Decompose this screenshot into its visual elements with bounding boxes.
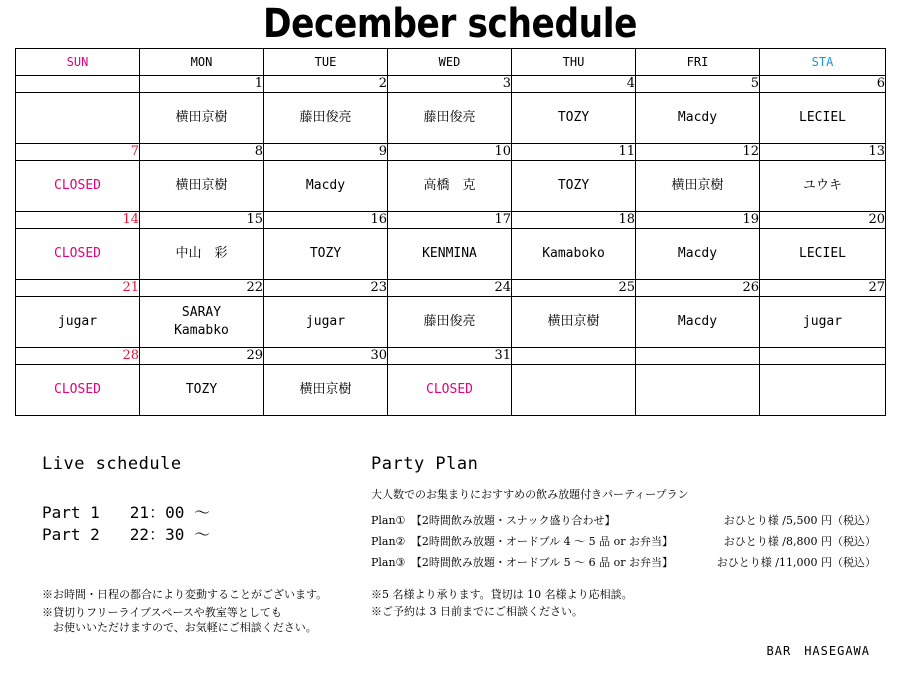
- day-cell: [636, 161, 760, 212]
- date-number: 17: [388, 212, 512, 229]
- act-row: [16, 161, 886, 212]
- act-row: [16, 93, 886, 144]
- plan-name: Plan③ 【2時間飲み放題・オードブル 5 ～ 6 品 or お弁当】: [371, 556, 674, 569]
- performer-name: 横田京樹: [671, 178, 724, 193]
- weekday-thu: THU: [512, 49, 636, 76]
- performer-name: LECIEL: [799, 246, 846, 261]
- day-cell: [388, 297, 512, 348]
- day-cell: [512, 229, 636, 280]
- performer-name: 高橋 克: [423, 178, 476, 193]
- party-note: ※5 名様より承ります。貸切は 10 名様より応相談。: [371, 588, 633, 601]
- day-cell: [760, 229, 886, 280]
- day-cell: [16, 161, 140, 212]
- date-number: 9: [264, 144, 388, 161]
- day-cell: [636, 365, 760, 416]
- day-cell: [16, 297, 140, 348]
- act-row: [16, 365, 886, 416]
- day-cell: [140, 297, 264, 348]
- part-label: Part 1: [42, 503, 100, 522]
- plan-name: Plan① 【2時間飲み放題・スナック盛り合わせ】: [371, 514, 616, 527]
- performer-name: Macdy: [305, 178, 346, 193]
- live-note: お使いいただけますので、お気軽にご相談ください。: [42, 621, 317, 634]
- day-cell: [264, 229, 388, 280]
- part-label: Part 2: [42, 525, 100, 544]
- date-number: 31: [388, 348, 512, 365]
- date-number: 1: [140, 76, 264, 93]
- day-cell: [16, 365, 140, 416]
- day-cell: [140, 161, 264, 212]
- day-cell: [264, 161, 388, 212]
- day-cell: [264, 365, 388, 416]
- calendar-table: [15, 48, 886, 416]
- plan-row: [371, 533, 876, 554]
- plan-name: Plan② 【2時間飲み放題・オードブル 4 ～ 5 品 or お弁当】: [371, 535, 674, 548]
- weekday-tue: TUE: [264, 49, 388, 76]
- weekday-fri: FRI: [636, 49, 760, 76]
- closed-label: CLOSED: [426, 382, 473, 397]
- date-row: [16, 76, 886, 93]
- closed-label: CLOSED: [54, 382, 101, 397]
- date-number: 3: [388, 76, 512, 93]
- date-number: 22: [140, 280, 264, 297]
- date-number: 15: [140, 212, 264, 229]
- performer-name: ユウキ: [802, 178, 842, 193]
- live-note: ※お時間・日程の都合により変動することがございます。: [42, 588, 328, 601]
- performer-name: 藤田俊亮: [299, 110, 352, 125]
- date-number: [16, 76, 140, 93]
- date-number: 10: [388, 144, 512, 161]
- performer-name: Macdy: [677, 246, 718, 261]
- date-row: [16, 144, 886, 161]
- date-number: 26: [636, 280, 760, 297]
- day-cell: [140, 229, 264, 280]
- part-time: 21：00 ～: [129, 503, 210, 522]
- day-cell: [636, 297, 760, 348]
- part-time: 22：30 ～: [129, 525, 210, 544]
- date-row: [16, 348, 886, 365]
- performer-name: TOZY: [557, 110, 590, 125]
- performer-name: Macdy: [677, 110, 718, 125]
- performer-name: 中山 彩: [175, 246, 228, 261]
- page-title: December schedule: [263, 1, 637, 47]
- performer-name: jugar: [57, 314, 98, 329]
- performer-name: KENMINA: [422, 246, 477, 261]
- act-row: [16, 229, 886, 280]
- party-plans: [371, 512, 876, 575]
- day-cell: [388, 93, 512, 144]
- party-intro: 大人数でのお集まりにおすすめの飲み放題付きパーティープラン: [371, 488, 689, 501]
- day-cell: [636, 229, 760, 280]
- date-number: 12: [636, 144, 760, 161]
- weekday-header-row: [16, 49, 886, 76]
- day-cell: [760, 93, 886, 144]
- date-row: [16, 280, 886, 297]
- performer-name: 横田京樹: [547, 314, 600, 329]
- live-parts: [42, 502, 210, 546]
- performer-name: jugar: [802, 314, 843, 329]
- date-number: 28: [16, 348, 140, 365]
- day-cell: [760, 365, 886, 416]
- date-number: 5: [636, 76, 760, 93]
- weekday-mon: MON: [140, 49, 264, 76]
- performer-name: LECIEL: [799, 110, 846, 125]
- date-number: 27: [760, 280, 886, 297]
- party-plan-title: Party Plan: [371, 454, 479, 474]
- day-cell: [760, 297, 886, 348]
- live-part-2: [42, 524, 210, 546]
- act-row: [16, 297, 886, 348]
- plan-price: おひとり様 /11,000 円（税込）: [716, 556, 876, 569]
- date-row: [16, 212, 886, 229]
- party-note: ※ご予約は 3 日前までにご相談ください。: [371, 605, 583, 618]
- date-number: [512, 348, 636, 365]
- plan-price: おひとり様 /8,800 円（税込）: [723, 535, 876, 548]
- date-number: 25: [512, 280, 636, 297]
- day-cell: [760, 161, 886, 212]
- date-number: 11: [512, 144, 636, 161]
- date-number: 2: [264, 76, 388, 93]
- day-cell: [264, 93, 388, 144]
- performer-name: TOZY: [309, 246, 342, 261]
- day-cell: [512, 297, 636, 348]
- date-number: [760, 348, 886, 365]
- date-number: 13: [760, 144, 886, 161]
- day-cell: [512, 365, 636, 416]
- date-number: 8: [140, 144, 264, 161]
- live-note: ※貸切りフリーライブスペースや教室等としても: [42, 606, 282, 619]
- closed-label: CLOSED: [54, 246, 101, 261]
- party-notes: [371, 586, 633, 620]
- date-number: 21: [16, 280, 140, 297]
- date-number: 24: [388, 280, 512, 297]
- performer-name: 藤田俊亮: [423, 110, 476, 125]
- plan-row: [371, 554, 876, 575]
- live-schedule-title: Live schedule: [42, 454, 182, 474]
- weekday-sun: SUN: [16, 49, 140, 76]
- closed-label: CLOSED: [54, 178, 101, 193]
- date-number: 30: [264, 348, 388, 365]
- day-cell: [388, 229, 512, 280]
- date-number: 19: [636, 212, 760, 229]
- performer-name: 横田京樹: [175, 110, 228, 125]
- day-cell: [16, 229, 140, 280]
- performer-name: Macdy: [677, 314, 718, 329]
- date-number: 23: [264, 280, 388, 297]
- date-number: 7: [16, 144, 140, 161]
- performer-name: 横田京樹: [175, 178, 228, 193]
- day-cell: [512, 93, 636, 144]
- day-cell: [16, 93, 140, 144]
- day-cell: [636, 93, 760, 144]
- live-notes: [42, 586, 327, 635]
- performer-name: TOZY: [185, 382, 218, 397]
- day-cell: [140, 365, 264, 416]
- plan-price: おひとり様 /5,500 円（税込）: [723, 514, 876, 527]
- weekday-wed: WED: [388, 49, 512, 76]
- date-number: 29: [140, 348, 264, 365]
- live-part-1: [42, 502, 210, 524]
- bar-name: BAR HASEGAWA: [766, 644, 870, 658]
- day-cell: [388, 365, 512, 416]
- day-cell: [140, 93, 264, 144]
- performer-name: Kamaboko: [542, 246, 605, 261]
- date-number: 16: [264, 212, 388, 229]
- performer-name: TOZY: [557, 178, 590, 193]
- day-cell: [388, 161, 512, 212]
- day-cell: [512, 161, 636, 212]
- performer-name: SARAY Kamabko: [174, 305, 229, 338]
- date-number: 18: [512, 212, 636, 229]
- day-cell: [264, 297, 388, 348]
- performer-name: 横田京樹: [299, 382, 352, 397]
- date-number: [636, 348, 760, 365]
- date-number: 6: [760, 76, 886, 93]
- performer-name: 藤田俊亮: [423, 314, 476, 329]
- date-number: 14: [16, 212, 140, 229]
- date-number: 4: [512, 76, 636, 93]
- weekday-sat: STA: [760, 49, 886, 76]
- plan-row: [371, 512, 876, 533]
- date-number: 20: [760, 212, 886, 229]
- performer-name: jugar: [305, 314, 346, 329]
